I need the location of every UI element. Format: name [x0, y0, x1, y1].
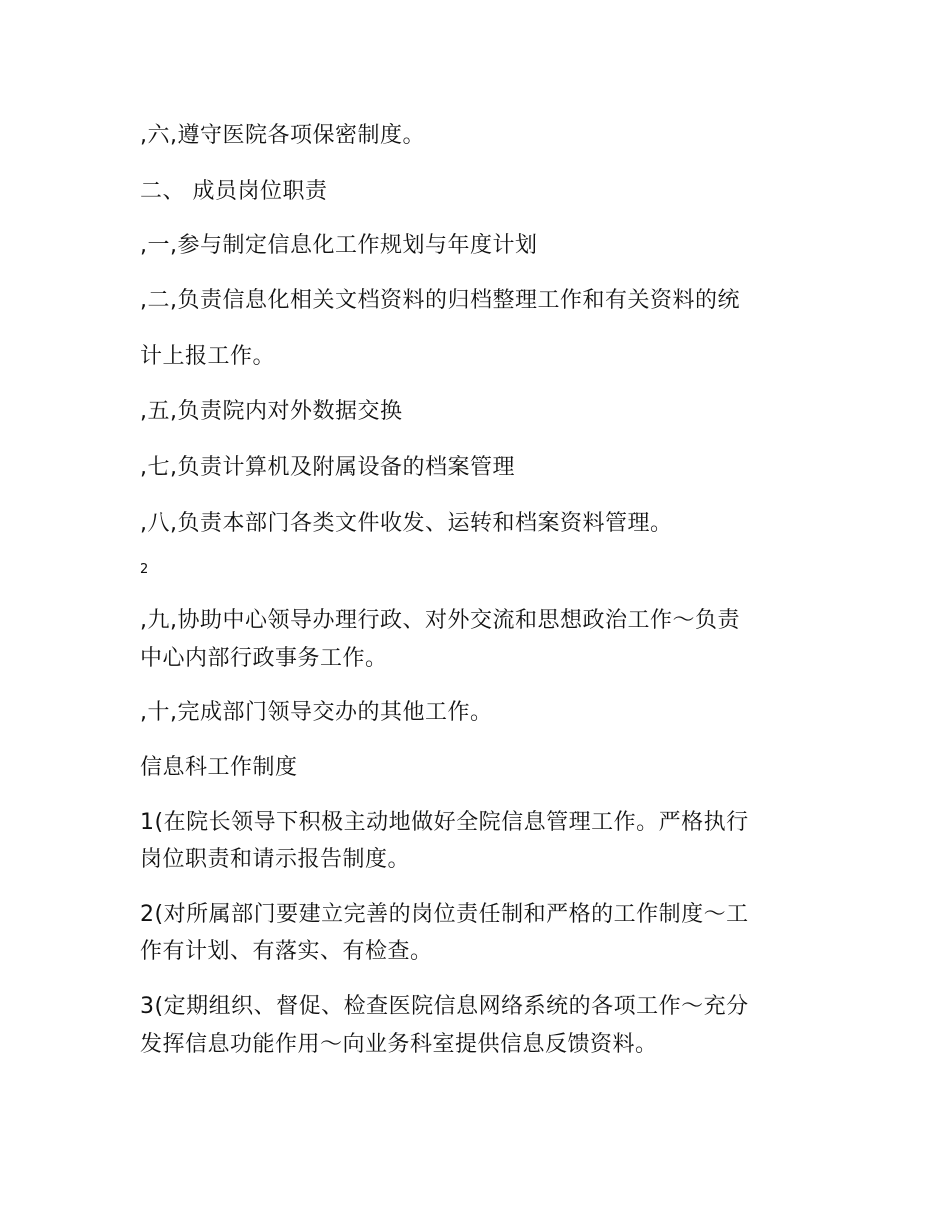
paragraph-line: ,九,协助中心领导办理行政、对外交流和思想政治工作～负责 [140, 608, 740, 633]
paragraph-line: 计上报工作。 [140, 344, 276, 369]
paragraph-line: ,七,负责计算机及附属设备的档案管理 [140, 455, 515, 480]
paragraph-line: 作有计划、有落实、有检查。 [140, 939, 433, 964]
paragraph-line: 发挥信息功能作用～向业务科室提供信息反馈资料。 [140, 1032, 658, 1057]
page-number: 2 [140, 562, 149, 577]
paragraph-line: ,五,负责院内对外数据交换 [140, 399, 403, 424]
paragraph-line: 3(定期组织、督促、检查医院信息网络系统的各项工作～充分 [140, 994, 749, 1019]
paragraph-line: ,十,完成部门领导交办的其他工作。 [140, 700, 493, 725]
section-heading: 信息科工作制度 [140, 755, 298, 780]
paragraph-line: 中心内部行政事务工作。 [140, 646, 388, 671]
paragraph-line: ,一,参与制定信息化工作规划与年度计划 [140, 233, 538, 258]
paragraph-line: 2(对所属部门要建立完善的岗位责任制和严格的工作制度～工 [140, 902, 749, 927]
section-heading: 二、 成员岗位职责 [140, 179, 328, 204]
paragraph-line: ,六,遵守医院各项保密制度。 [140, 123, 425, 148]
paragraph-line: ,八,负责本部门各类文件收发、运转和档案资料管理。 [140, 511, 673, 536]
paragraph-line: 岗位职责和请示报告制度。 [140, 847, 411, 872]
paragraph-line: ,二,负责信息化相关文档资料的归档整理工作和有关资料的统 [140, 288, 740, 313]
paragraph-line: 1(在院长领导下积极主动地做好全院信息管理工作。严格执行 [140, 810, 749, 835]
